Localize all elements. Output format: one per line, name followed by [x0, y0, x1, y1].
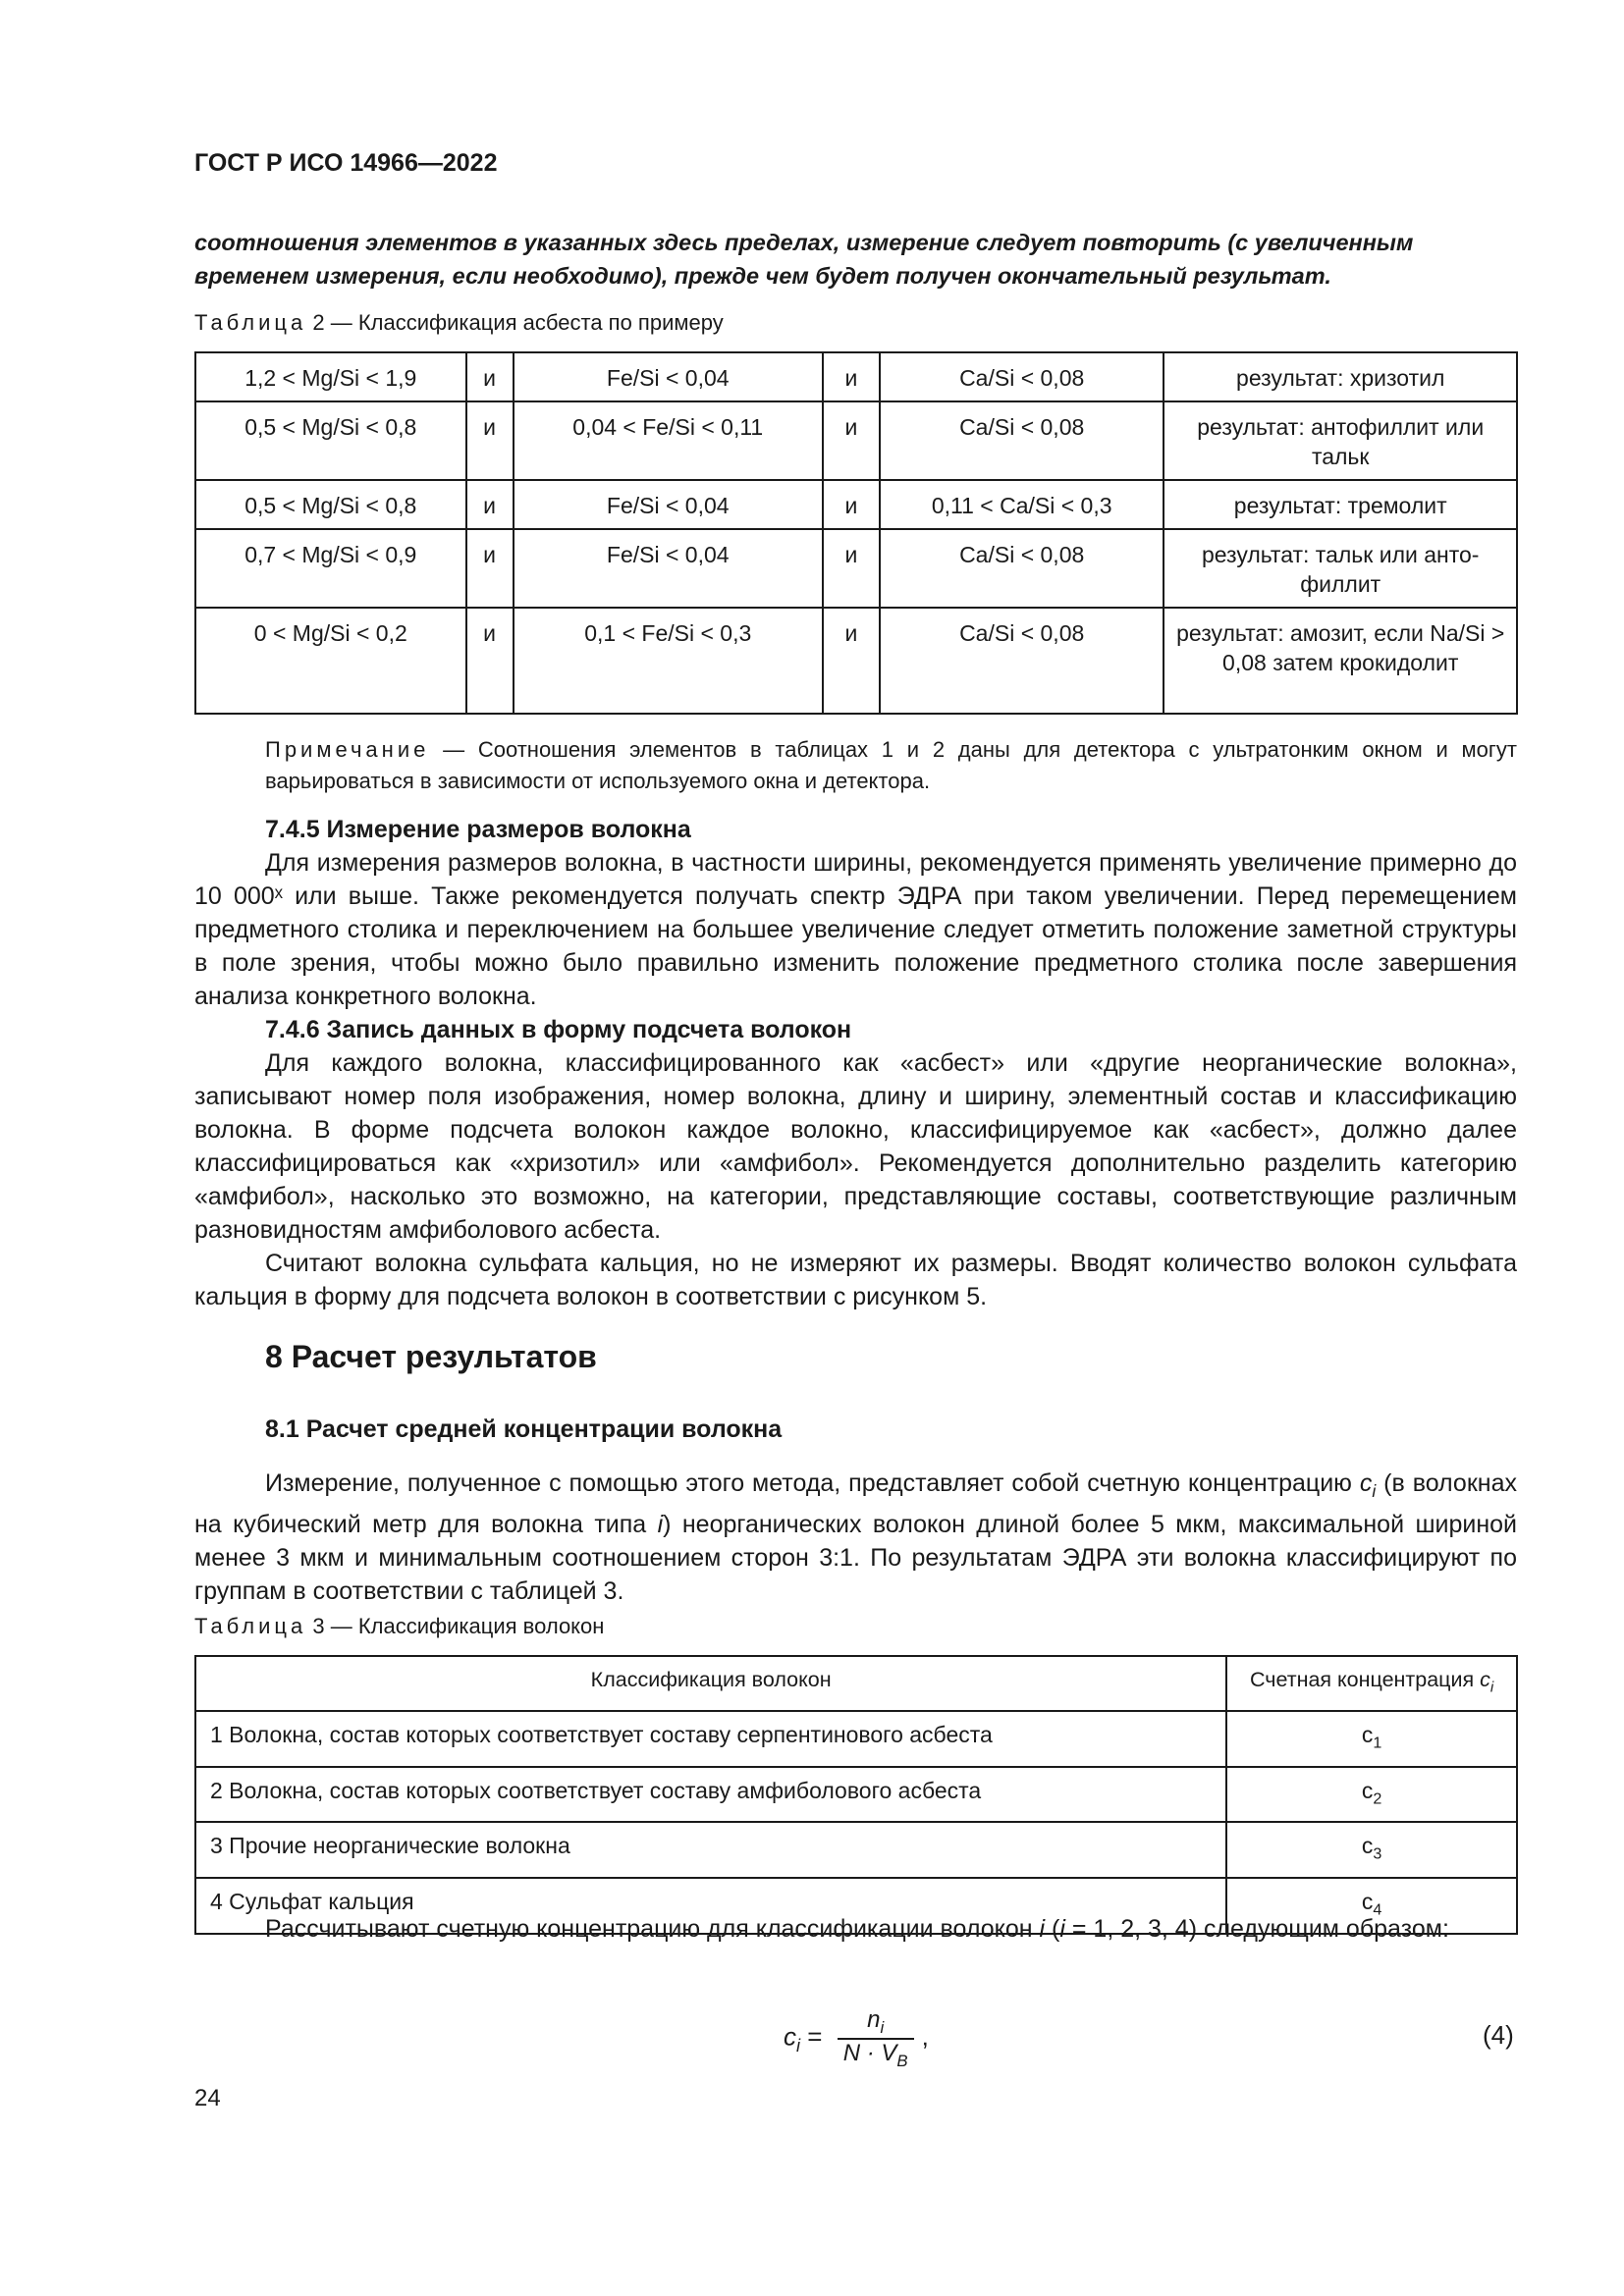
note-text: — Соотношения элементов в таблицах 1 и 2 даны для детектора с ультратонким окном и могут варьироваться в зависимости от используемого окна и детектора.	[265, 737, 1517, 793]
continuation-line-1: соотношения элементов в указанных здесь пределах, измерение следует повторить (с увеличенным	[194, 230, 1414, 255]
text-run: (в волокнах на кубический метр для волокна типа	[194, 1469, 1517, 1538]
symbol-c: c	[1361, 1833, 1374, 1859]
ca-ratio-cell: Ca/Si < 0,08	[880, 608, 1164, 714]
text-run: Измерение, полученное с помощью этого метода, представляет собой счетную концентрацию	[265, 1469, 1360, 1497]
formula-comma: ,	[921, 2021, 929, 2052]
symbol-c: c	[1359, 1469, 1373, 1497]
equals-sign: =	[800, 2021, 823, 2052]
classification-cell: 1 Волокна, состав которых соответствует составу серпентинового асбеста	[195, 1711, 1226, 1767]
table2-note	[194, 734, 1517, 797]
classification-cell: 4 Сульфат кальция	[195, 1878, 1226, 1934]
numerator-sub: i	[880, 2017, 885, 2037]
and-cell: и	[466, 401, 514, 480]
continuation-paragraph	[194, 226, 1517, 293]
result-cell: результат: антофиллит или тальк	[1164, 401, 1517, 480]
classification-cell: 3 Прочие неорганические волокна	[195, 1822, 1226, 1878]
subscript-i: i	[1489, 1679, 1494, 1696]
text-run: ) неорганических волокон длиной более 5 мкм, максимальной шириной менее 3 мкм и минимальным соотношением сторон 3:1. По результатам ЭДРА эти волокна классифицируют по группам в соответствии с таблицей 3.	[194, 1511, 1518, 1605]
concentration-cell	[1226, 1767, 1517, 1823]
table-row	[195, 480, 1517, 529]
table2-caption-text: 2 — Классификация асбеста по примеру	[306, 310, 724, 335]
table-row	[195, 1711, 1517, 1767]
denominator-sub: B	[896, 2051, 908, 2070]
denominator	[838, 2040, 914, 2071]
and-cell: и	[823, 480, 880, 529]
table-row	[195, 1822, 1517, 1878]
table2-caption	[194, 310, 724, 336]
symbol-i: i	[657, 1511, 664, 1538]
fe-ratio-cell: Fe/Si < 0,04	[514, 480, 823, 529]
header-text: Счетная концентрация	[1250, 1668, 1481, 1691]
mg-ratio-cell: 0 < Mg/Si < 0,2	[195, 608, 466, 714]
mg-ratio-cell: 0,7 < Mg/Si < 0,9	[195, 529, 466, 608]
symbol-c: c	[1361, 1777, 1374, 1803]
and-cell: и	[823, 352, 880, 401]
numerator	[838, 2006, 914, 2040]
section-7-4-5	[194, 813, 1517, 1313]
and-cell: и	[823, 401, 880, 480]
ca-ratio-cell: 0,11 < Ca/Si < 0,3	[880, 480, 1164, 529]
mg-ratio-cell: 0,5 < Mg/Si < 0,8	[195, 480, 466, 529]
result-cell: результат: тремолит	[1164, 480, 1517, 529]
denominator-symbols: N · V	[842, 2039, 897, 2066]
formula-lhs-sub: i	[796, 2035, 801, 2056]
section-heading: 7.4.6 Запись данных в форму подсчета волокон	[265, 1016, 852, 1043]
ca-ratio-cell: Ca/Si < 0,08	[880, 529, 1164, 608]
table-row	[195, 529, 1517, 608]
section-8-1-heading: 8.1 Расчет средней концентрации волокна	[265, 1415, 783, 1443]
paragraph	[194, 1912, 1517, 1946]
ca-ratio-cell: Ca/Si < 0,08	[880, 352, 1164, 401]
table3-caption-text: 3 — Классификация волокон	[306, 1614, 605, 1638]
note-label: Примечание	[265, 737, 430, 762]
subscript-i: i	[1372, 1481, 1377, 1501]
fe-ratio-cell: Fe/Si < 0,04	[514, 529, 823, 608]
section-heading: 7.4.5 Измерение размеров волокна	[265, 816, 691, 843]
fe-ratio-cell: 0,04 < Fe/Si < 0,11	[514, 401, 823, 480]
table-row	[195, 608, 1517, 714]
result-cell: результат: тальк или анто-филлит	[1164, 529, 1517, 608]
mg-ratio-cell: 0,5 < Mg/Si < 0,8	[195, 401, 466, 480]
section-8-1-paragraph	[194, 1467, 1517, 1608]
running-header: ГОСТ Р ИСО 14966—2022	[194, 149, 498, 177]
symbol-i: i	[1039, 1915, 1046, 1943]
table2-caption-word: Таблица	[194, 310, 307, 335]
column-header-classification: Классификация волокон	[195, 1656, 1226, 1711]
and-cell: и	[466, 529, 514, 608]
subscript-index: 2	[1373, 1789, 1382, 1808]
continuation-line-2: временем измерения, если необходимо), прежде чем будет получен окончательный результат.	[194, 263, 1331, 289]
paragraph: Для каждого волокна, классифицированного как «асбест» или «другие неорганические волокна», записывают номер поля изображения, номер волокна, длину и ширину, элементный состав и классификацию волокна. В форме подсчета волокон каждое волокно, классифицируемое как «асбест», должно далее классифицироваться как «хризотил» или «амфибол». Рекомендуется дополнительно разделить категорию «амфибол», насколько это возможно, на категории, представляющие составы, соответствующие различным разновидностям амфиболового асбеста.	[194, 1049, 1517, 1244]
concentration-cell	[1226, 1822, 1517, 1878]
formula-lhs: c	[784, 2021, 796, 2052]
text-run: = 1, 2, 3, 4) следующим образом:	[1064, 1915, 1449, 1943]
fe-ratio-cell: 0,1 < Fe/Si < 0,3	[514, 608, 823, 714]
table2	[194, 351, 1518, 715]
subscript-index: 1	[1373, 1734, 1382, 1752]
equation-number: (4)	[1483, 2020, 1514, 2050]
table-header-row	[195, 1656, 1517, 1711]
and-cell: и	[466, 352, 514, 401]
section-8-heading: 8 Расчет результатов	[265, 1339, 597, 1374]
and-cell: и	[823, 608, 880, 714]
fe-ratio-cell: Fe/Si < 0,04	[514, 352, 823, 401]
table-row	[195, 1767, 1517, 1823]
table3-caption-word: Таблица	[194, 1614, 307, 1638]
and-cell: и	[466, 480, 514, 529]
text-run: (	[1045, 1915, 1060, 1943]
table-row	[195, 352, 1517, 401]
fraction	[838, 2006, 914, 2071]
page-number: 24	[194, 2085, 221, 2111]
symbol-i: i	[1059, 1915, 1065, 1943]
paragraph	[194, 1467, 1517, 1608]
and-cell: и	[466, 608, 514, 714]
table-row	[195, 401, 1517, 480]
column-header-concentration	[1226, 1656, 1517, 1711]
paragraph: Считают волокна сульфата кальция, но не измеряют их размеры. Вводят количество волокон сульфата кальция в форму для подсчета волокон в соответствии с рисунком 5.	[194, 1250, 1517, 1310]
result-cell: результат: амозит, если Na/Si > 0,08 затем крокидолит	[1164, 608, 1517, 714]
numerator-symbol: n	[867, 2006, 881, 2033]
and-cell: и	[823, 529, 880, 608]
text-run: Рассчитывают счетную концентрацию для классификации волокон	[265, 1915, 1040, 1943]
mg-ratio-cell: 1,2 < Mg/Si < 1,9	[195, 352, 466, 401]
concentration-cell	[1226, 1711, 1517, 1767]
symbol-c: c	[1480, 1668, 1490, 1691]
ca-ratio-cell: Ca/Si < 0,08	[880, 401, 1164, 480]
subscript-index: 4	[1373, 1900, 1382, 1919]
calc-paragraph	[194, 1912, 1517, 1946]
subscript-index: 3	[1373, 1845, 1382, 1864]
formula-4	[784, 2006, 929, 2071]
result-cell: результат: хризотил	[1164, 352, 1517, 401]
table3-caption	[194, 1614, 604, 1639]
symbol-c: c	[1361, 1889, 1374, 1915]
classification-cell: 2 Волокна, состав которых соответствует составу амфиболового асбеста	[195, 1767, 1226, 1823]
symbol-c: c	[1361, 1722, 1374, 1748]
table3	[194, 1655, 1518, 1935]
paragraph: Для измерения размеров волокна, в частности ширины, рекомендуется применять увеличение примерно до 10 000ˣ или выше. Также рекомендуется получать спектр ЭДРА при таком увеличении. Перед перемещением предметного столика и переключением на большее увеличение следует отметить положение заметной структуры в поле зрения, чтобы можно было правильно изменить положение предметного столика после завершения анализа конкретного волокна.	[194, 849, 1517, 1010]
